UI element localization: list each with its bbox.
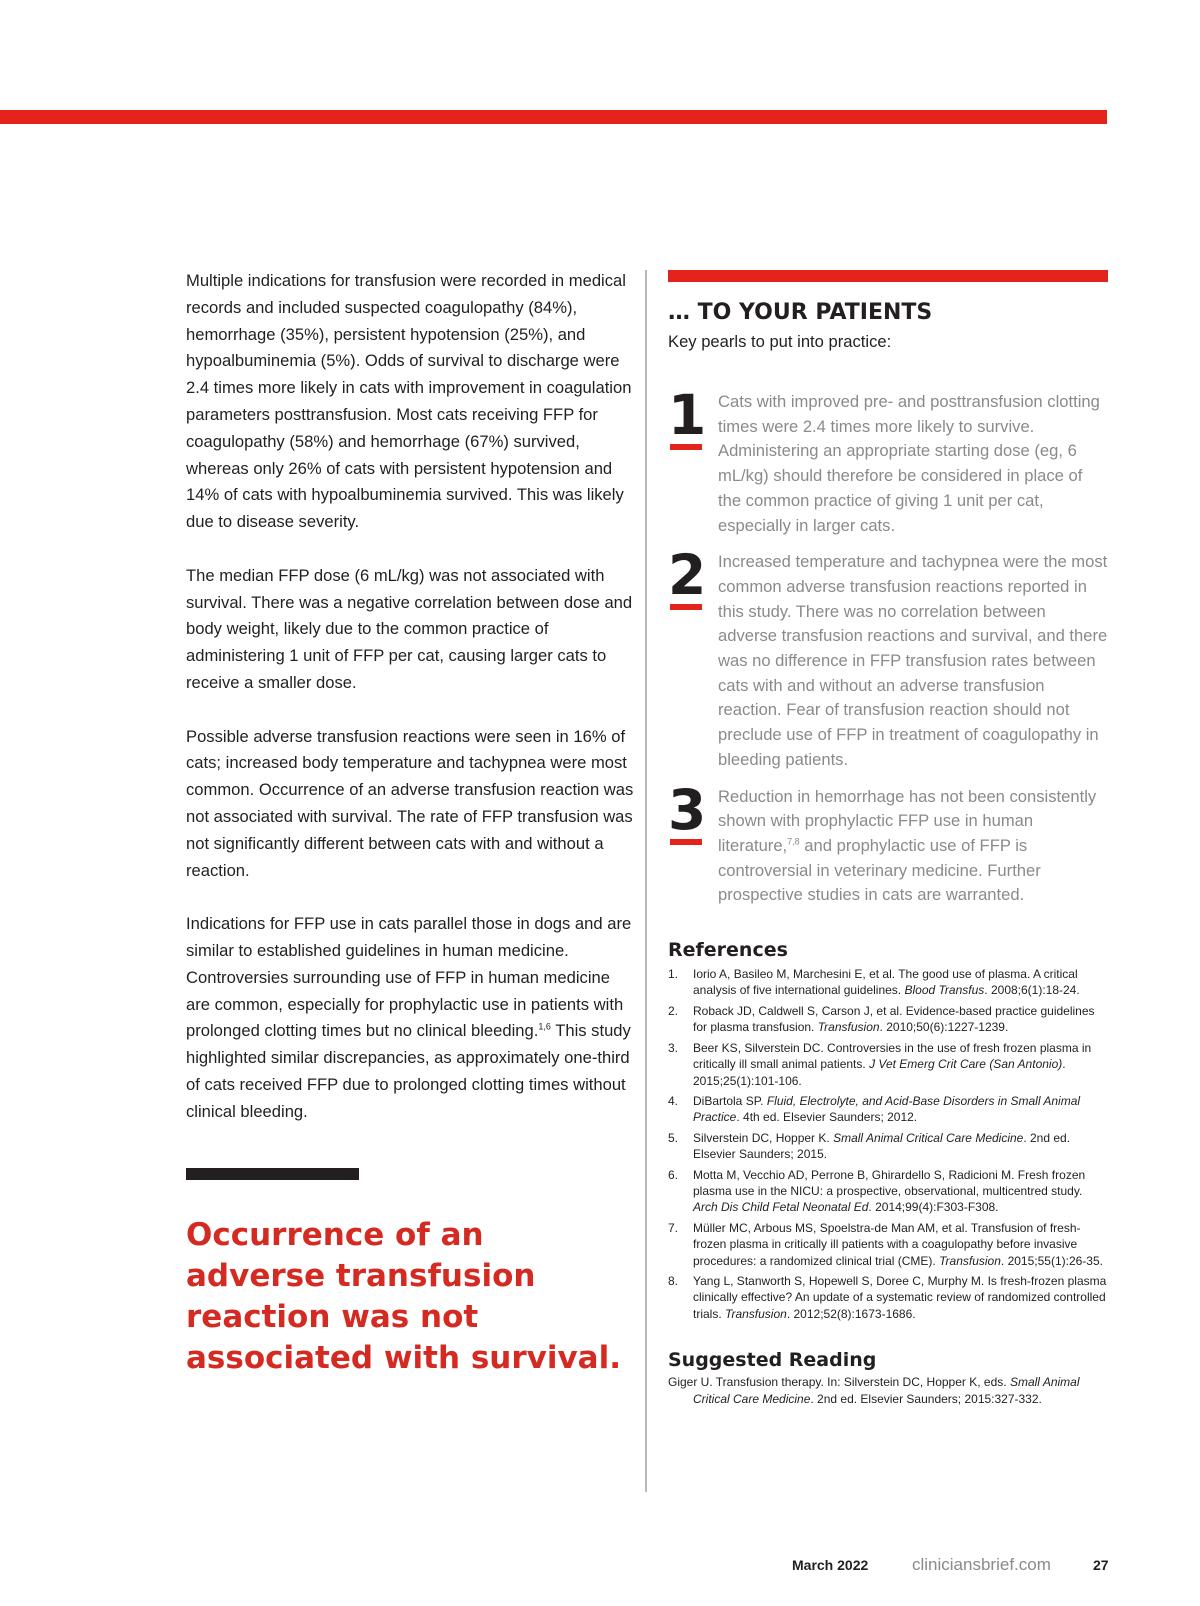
main-article-column <box>186 268 634 1152</box>
reference-text: . 2008;6(1):18-24. <box>984 983 1080 998</box>
top-accent-bar <box>0 110 1107 124</box>
references-heading: References <box>668 939 788 962</box>
reference-text: Giger U. Transfusion therapy. In: Silverstein DC, Hopper K, eds. <box>668 1375 1010 1390</box>
suggested-reading-heading: Suggested Reading <box>668 1349 877 1372</box>
reference-text: . 2015;55(1):26-35. <box>1000 1253 1103 1268</box>
reference-number: 3. <box>668 1040 679 1055</box>
article-paragraph <box>186 911 634 1125</box>
reference-item <box>668 1130 1108 1163</box>
reference-text: Iorio A, Basileo M, Marchesini E, et al. The good use of plasma. A critical analysis of five international guidelines. <box>693 967 1078 998</box>
pull-quote-rule <box>186 1168 359 1180</box>
reference-number: 8. <box>668 1273 679 1288</box>
reference-journal: J Vet Emerg Crit Care (San Antonio) <box>869 1057 1063 1072</box>
citation-superscript: 7,8 <box>787 836 800 847</box>
issue-date: March 2022 <box>792 1557 869 1573</box>
reference-text: . 2nd ed. Elsevier Saunders; 2015:327-332. <box>810 1391 1042 1406</box>
reference-journal: Transfusion <box>725 1306 787 1321</box>
pearl-text: Increased temperature and tachypnea were the most common adverse transfusion reactions reported in this study. There was no correlation between adverse transfusion reactions and survival, and there was no difference in FFP transfusion rates between cats with and without an adverse transfusion reaction. Fear of transfusion reaction should not preclude use of FFP in treatment of coagulopathy in bleeding patients. <box>718 552 1108 769</box>
reference-journal: Transfusion <box>817 1020 880 1035</box>
reference-number: 4. <box>668 1093 679 1108</box>
pearl-number: 2 <box>668 546 704 610</box>
paragraph-text: Indications for FFP use in cats parallel those in dogs and are similar to established guidelines in human medicine. Controversies surrounding use of FFP in human medicine are common, especially for prophylactic use in patients with prolonged clotting times but no clinical bleeding. <box>186 914 632 1041</box>
pearl-number: 1 <box>668 386 704 450</box>
reference-item <box>668 966 1108 999</box>
pearl-item <box>668 383 1108 538</box>
reference-item <box>668 1093 1108 1126</box>
reference-text: Roback JD, Caldwell S, Carson J, et al. Evidence-based practice guidelines for plasma transfusion. <box>693 1003 1095 1035</box>
section-title: … TO YOUR PATIENTS <box>668 300 933 325</box>
site-link[interactable]: cliniciansbrief.com <box>912 1555 1051 1574</box>
section-accent-bar <box>668 270 1108 282</box>
reference-journal: Transfusion <box>939 1253 1001 1268</box>
reference-text: . 2015;25(1):101-106. <box>693 1057 1066 1088</box>
reference-item <box>668 1003 1108 1036</box>
reference-text: Müller MC, Arbous MS, Spoelstra-de Man AM, et al. Transfusion of fresh-frozen plasma in critically ill patients with a coagulopathy before invasive procedures: a randomized clinical trial (CME). <box>693 1220 1081 1268</box>
reference-text: . 2nd ed. Elsevier Saunders; 2015. <box>693 1130 1071 1162</box>
reference-item <box>668 1273 1108 1322</box>
reference-journal: Fluid, Electrolyte, and Acid-Base Disorders in Small Animal Practice <box>693 1093 1081 1125</box>
pearl-text-part: Reduction in hemorrhage has not been consistently shown with prophylactic FFP use in human literature, <box>718 786 1097 855</box>
reference-journal: Blood Transfus <box>904 983 985 998</box>
reference-item <box>668 1040 1108 1089</box>
citation-superscript: 1,6 <box>538 1021 551 1032</box>
reference-text: DiBartola SP. <box>693 1093 767 1108</box>
reference-text: Silverstein DC, Hopper K. <box>693 1130 834 1145</box>
article-paragraph: Possible adverse transfusion reactions were seen in 16% of cats; increased body temperature and tachypnea were most common. Occurrence of an adverse transfusion reaction was not associated with survival. The rate of FFP transfusion was not significantly different between cats with and without a reaction. <box>186 726 634 880</box>
reference-text: . 4th ed. Elsevier Saunders; 2012. <box>736 1110 918 1125</box>
pearl-text-part: and prophylactic use of FFP is controversial in veterinary medicine. Further prospective studies in cats are warranted. <box>718 835 1041 905</box>
reference-item <box>668 1220 1108 1269</box>
pull-quote: Occurrence of an adverse transfusion reaction was not associated with survival. <box>186 1217 621 1376</box>
reference-number: 6. <box>668 1167 679 1182</box>
reference-text: Beer KS, Silverstein DC. Controversies in the use of fresh frozen plasma in critically ill small animal patients. <box>693 1040 1092 1072</box>
reference-number: 7. <box>668 1220 679 1235</box>
paragraph-text: This study highlighted similar discrepancies, as approximately one-third of cats received FFP due to prolonged clotting times without clinical bleeding. <box>186 1021 631 1121</box>
pearl-item <box>668 543 1108 772</box>
reference-text: Motta M, Vecchio AD, Perrone B, Ghirardello S, Radicioni M. Fresh frozen plasma use in the NICU: a prospective, observational, multicentred study. <box>693 1167 1086 1198</box>
pearl-text: Cats with improved pre- and posttransfusion clotting times were 2.4 times more likely to survive. Administering an appropriate starting dose (eg, 6 mL/kg) should therefore be considered in place of the common practice of giving 1 unit per cat, especially in larger cats. <box>718 392 1100 535</box>
reference-text: . 2014;99(4):F303-F308. <box>868 1200 999 1215</box>
article-paragraph: Multiple indications for transfusion were recorded in medical records and included suspected coagulopathy (84%), hemorrhage (35%), persistent hypotension (25%), and hypoalbuminemia (5%). Odds of survival to discharge were 2.4 times more likely in cats with improvement in coagulation parameters posttransfusion. Most cats receiving FFP for coagulopathy (58%) and hemorrhage (67%) survived, whereas only 26% of cats with persistent hypotension and 14% of cats with hypoalbuminemia survived. This was likely due to disease severity. <box>186 271 632 532</box>
reference-journal: Arch Dis Child Fetal Neonatal Ed <box>693 1200 869 1215</box>
reference-journal: Small Animal Critical Care Medicine <box>833 1130 1024 1145</box>
reference-number: 2. <box>668 1003 679 1018</box>
reference-number: 1. <box>668 967 679 982</box>
column-divider <box>645 270 647 1492</box>
reference-text: . 2012;52(8):1673-1686. <box>786 1306 916 1321</box>
pearl-text <box>718 785 1108 909</box>
reference-number: 5. <box>668 1130 679 1145</box>
pearl-item <box>668 777 1108 909</box>
reference-text: . 2010;50(6):1227-1239. <box>879 1020 1009 1035</box>
suggested-reading-entry <box>668 1374 1108 1407</box>
page-footer <box>0 1553 1200 1583</box>
page-number: 27 <box>1093 1557 1109 1573</box>
reference-text: Yang L, Stanworth S, Hopewell S, Doree C, Murphy M. Is fresh-frozen plasma clinically effective? An update of a systematic review of randomized controlled trials. <box>693 1273 1107 1321</box>
section-subtitle: Key pearls to put into practice: <box>668 332 892 351</box>
reference-journal: Small Animal Critical Care Medicine <box>693 1375 1080 1406</box>
references-list <box>668 966 1108 1322</box>
reference-item <box>668 1167 1108 1216</box>
pearl-number: 3 <box>668 781 704 845</box>
sidebar-column <box>668 270 1108 1407</box>
article-paragraph: The median FFP dose (6 mL/kg) was not associated with survival. There was a negative correlation between dose and body weight, likely due to the common practice of administering 1 unit of FFP per cat, causing larger cats to receive a smaller dose. <box>186 565 633 692</box>
